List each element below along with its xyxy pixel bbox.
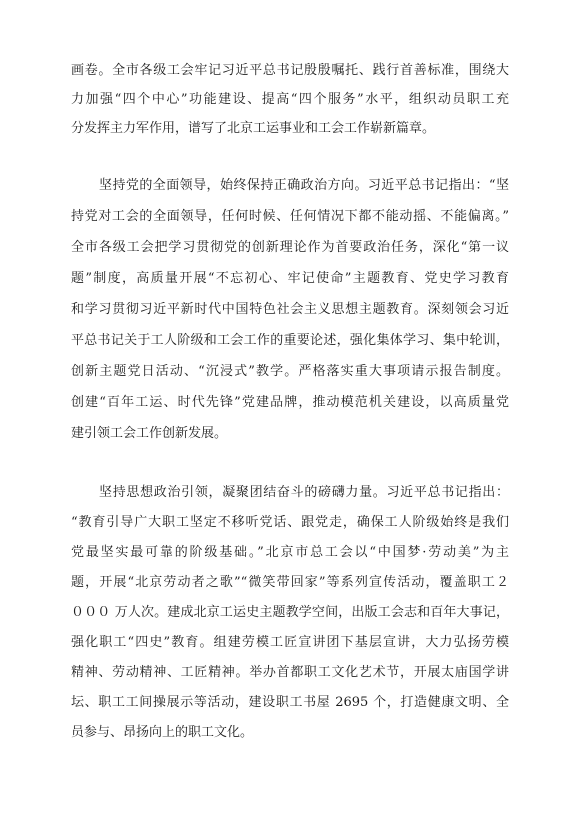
paragraph-2: [71, 170, 509, 449]
paragraph-line: 坚持党的全面领导，始终保持正确政治方向。习近平总书记指出：“坚: [99, 178, 509, 193]
paragraph-line: 和学习贯彻习近平新时代中国特色社会主义思想主题教育。深刻领会习近: [71, 302, 509, 317]
paragraph-line: 持党对工会的全面领导，任何时候、任何情况下都不能动摇、不能偏离。”: [71, 209, 509, 224]
paragraph-line: 员参与、昂扬向上的职工文化。: [71, 725, 254, 740]
paragraph-line: 题”制度，高质量开展“不忘初心、牢记使命”主题教育、党史学习教育: [71, 271, 509, 286]
paragraph-line: 分发挥主力军作用，谱写了北京工运事业和工会工作崭新篇章。: [71, 121, 436, 136]
paragraph-line: ０００ 万人次。建成北京工运史主题教学空间，出版工会志和百年大事记，: [71, 605, 509, 620]
paragraph-line: 题，开展“北京劳动者之歌”“微笑带回家”等系列宣传活动，覆盖职工２: [71, 575, 509, 590]
paragraph-line: 创新主题党日活动、“沉浸式”教学。严格落实重大事项请示报告制度。: [71, 364, 509, 379]
paragraph-line: 力加强“四个中心”功能建设、提高“四个服务”水平，组织动员职工充: [71, 92, 509, 107]
paragraph-line: 画卷。全市各级工会牢记习近平总书记殷殷嘱托、践行首善标准，围绕大: [71, 63, 509, 78]
paragraph-line: 坚持思想政治引领，凝聚团结奋斗的磅礴力量。习近平总书记指出：: [99, 485, 509, 500]
paragraph-line: 建引领工会工作创新发展。: [71, 426, 228, 441]
paragraph-line: 强化职工“四史”教育。组建劳模工匠宣讲团下基层宣讲，大力弘扬劳模: [71, 635, 509, 650]
paragraph-line: 全市各级工会把学习贯彻党的创新理论作为首要政治任务，深化“第一议: [71, 240, 509, 255]
paragraph-line: 党最坚实最可靠的阶级基础。”北京市总工会以“中国梦·劳动美”为主: [71, 545, 509, 560]
paragraph-1: [71, 56, 509, 143]
paragraph-line: 精神、劳动精神、工匠精神。举办首都职工文化艺术节，开展太庙国学讲: [71, 665, 509, 680]
paragraph-line: 坛、职工工间操展示等活动，建设职工书屋 2695 个，打造健康文明、全: [71, 695, 509, 710]
paragraph-line: 平总书记关于工人阶级和工会工作的重要论述，强化集体学习、集中轮训，: [71, 333, 509, 348]
paragraph-line: “教育引导广大职工坚定不移听党话、跟党走，确保工人阶级始终是我们: [71, 515, 509, 530]
paragraph-line: 创建“百年工运、时代先锋”党建品牌，推动模范机关建设，以高质量党: [71, 395, 509, 410]
paragraph-3: [71, 478, 509, 748]
